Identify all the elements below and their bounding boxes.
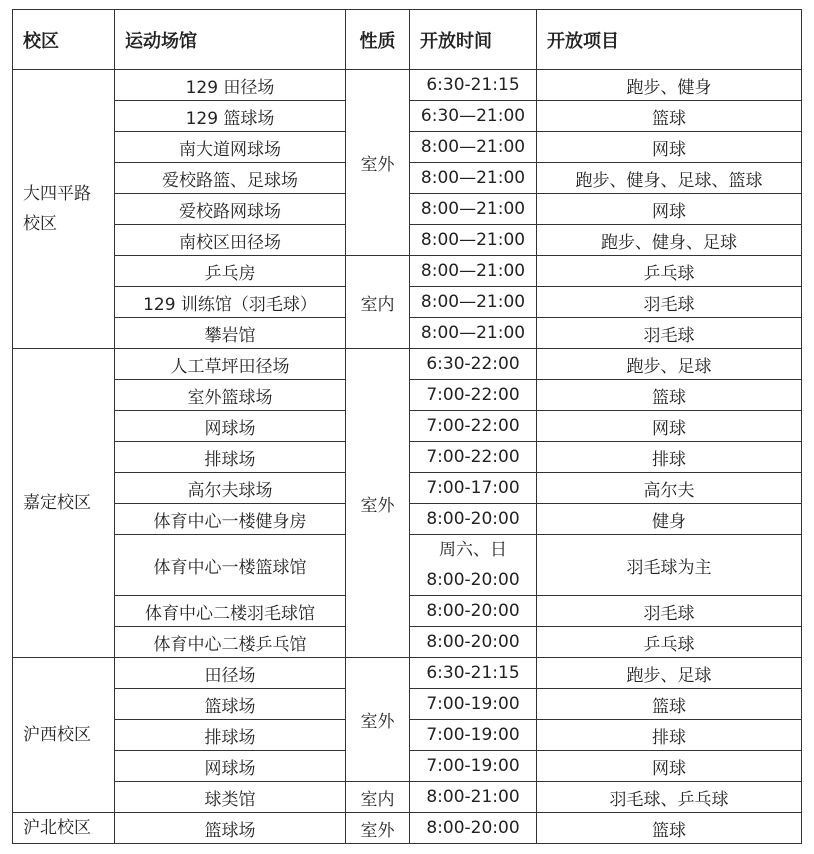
items-cell: 羽毛球为主 — [537, 535, 802, 596]
hours-cell: 7:00-19:00 — [410, 751, 537, 782]
items-cell: 羽毛球 — [537, 287, 802, 318]
venue-cell: 田径场 — [115, 658, 346, 689]
campus-name-line: 沪西校区 — [23, 725, 91, 745]
header-hours: 开放时间 — [410, 10, 537, 70]
hours-cell: 7:00-22:00 — [410, 380, 537, 411]
hours-cell: 8:00-20:00 — [410, 596, 537, 627]
hours-cell: 8:00—21:00 — [410, 256, 537, 287]
campus-cell — [13, 70, 115, 349]
venue-cell: 篮球场 — [115, 689, 346, 720]
campus-name-line: 沪北校区 — [23, 818, 91, 838]
campus-name-line: 校区 — [23, 214, 57, 234]
items-cell: 网球 — [537, 751, 802, 782]
venue-cell: 排球场 — [115, 720, 346, 751]
items-cell: 羽毛球、乒乓球 — [537, 782, 802, 813]
hours-cell: 6:30-21:15 — [410, 658, 537, 689]
table-row — [13, 349, 802, 380]
venue-cell: 乒乓房 — [115, 256, 346, 287]
items-cell: 篮球 — [537, 813, 802, 844]
venue-cell: 篮球场 — [115, 813, 346, 844]
items-cell: 羽毛球 — [537, 596, 802, 627]
header-items: 开放项目 — [537, 10, 802, 70]
hours-cell: 7:00-19:00 — [410, 689, 537, 720]
venue-cell: 爱校路篮、足球场 — [115, 163, 346, 194]
nature-cell: 室外 — [346, 658, 410, 782]
items-cell: 篮球 — [537, 101, 802, 132]
table-body — [13, 70, 802, 844]
venue-cell: 129 田径场 — [115, 70, 346, 101]
hours-cell: 6:30-21:15 — [410, 70, 537, 101]
nature-cell: 室内 — [346, 782, 410, 813]
items-cell: 网球 — [537, 411, 802, 442]
hours-cell: 8:00—21:00 — [410, 225, 537, 256]
hours-cell: 8:00—21:00 — [410, 318, 537, 349]
items-cell: 乒乓球 — [537, 256, 802, 287]
venue-cell: 体育中心二楼乒乓馆 — [115, 627, 346, 658]
campus-cell — [13, 813, 115, 844]
venue-cell: 南校区田径场 — [115, 225, 346, 256]
hours-cell: 6:30-22:00 — [410, 349, 537, 380]
items-cell: 排球 — [537, 720, 802, 751]
items-cell: 篮球 — [537, 380, 802, 411]
hours-cell: 6:30—21:00 — [410, 101, 537, 132]
hours-cell: 7:00-22:00 — [410, 411, 537, 442]
venue-cell: 网球场 — [115, 411, 346, 442]
table-row — [13, 256, 802, 287]
items-cell: 跑步、足球 — [537, 349, 802, 380]
header-venue: 运动场馆 — [115, 10, 346, 70]
hours-cell: 8:00—21:00 — [410, 132, 537, 163]
items-cell: 健身 — [537, 504, 802, 535]
items-cell: 排球 — [537, 442, 802, 473]
header-campus: 校区 — [13, 10, 115, 70]
items-cell: 跑步、足球 — [537, 658, 802, 689]
header-nature: 性质 — [346, 10, 410, 70]
nature-cell: 室内 — [346, 256, 410, 349]
hours-cell: 7:00-19:00 — [410, 720, 537, 751]
items-cell: 跑步、健身、足球、篮球 — [537, 163, 802, 194]
hours-cell: 8:00-21:00 — [410, 782, 537, 813]
hours-cell: 8:00-20:00 — [410, 813, 537, 844]
venue-cell: 体育中心一楼篮球馆 — [115, 535, 346, 596]
nature-cell: 室外 — [346, 349, 410, 658]
hours-line: 周六、日 — [439, 540, 507, 560]
hours-cell: 8:00-20:00 — [410, 627, 537, 658]
venue-cell: 高尔夫球场 — [115, 473, 346, 504]
venue-schedule-table — [12, 9, 802, 844]
nature-cell: 室外 — [346, 70, 410, 256]
venue-cell: 人工草坪田径场 — [115, 349, 346, 380]
venue-cell: 体育中心二楼羽毛球馆 — [115, 596, 346, 627]
items-cell: 网球 — [537, 132, 802, 163]
venue-cell: 爱校路网球场 — [115, 194, 346, 225]
campus-name-line: 嘉定校区 — [23, 493, 91, 513]
venue-cell: 129 训练馆（羽毛球） — [115, 287, 346, 318]
items-cell: 高尔夫 — [537, 473, 802, 504]
items-cell: 跑步、健身、足球 — [537, 225, 802, 256]
table-row — [13, 782, 802, 813]
venue-cell: 球类馆 — [115, 782, 346, 813]
items-cell: 羽毛球 — [537, 318, 802, 349]
campus-name-line: 大四平路 — [23, 184, 91, 204]
table-row — [13, 813, 802, 844]
venue-cell: 体育中心一楼健身房 — [115, 504, 346, 535]
venue-cell: 129 篮球场 — [115, 101, 346, 132]
venue-cell: 排球场 — [115, 442, 346, 473]
hours-cell: 8:00-20:00 — [410, 504, 537, 535]
items-cell: 跑步、健身 — [537, 70, 802, 101]
table-row — [13, 658, 802, 689]
hours-cell: 8:00—21:00 — [410, 163, 537, 194]
hours-cell: 8:00—21:00 — [410, 194, 537, 225]
header-row — [13, 10, 802, 70]
items-cell: 乒乓球 — [537, 627, 802, 658]
hours-cell: 7:00-22:00 — [410, 442, 537, 473]
campus-cell — [13, 658, 115, 813]
venue-cell: 攀岩馆 — [115, 318, 346, 349]
hours-line: 8:00-20:00 — [426, 570, 520, 590]
venue-cell: 网球场 — [115, 751, 346, 782]
table-row — [13, 70, 802, 101]
hours-cell: 7:00-17:00 — [410, 473, 537, 504]
hours-cell: 8:00—21:00 — [410, 287, 537, 318]
campus-cell — [13, 349, 115, 658]
items-cell: 篮球 — [537, 689, 802, 720]
items-cell: 网球 — [537, 194, 802, 225]
nature-cell: 室外 — [346, 813, 410, 844]
hours-cell — [410, 535, 537, 596]
venue-cell: 南大道网球场 — [115, 132, 346, 163]
venue-cell: 室外篮球场 — [115, 380, 346, 411]
